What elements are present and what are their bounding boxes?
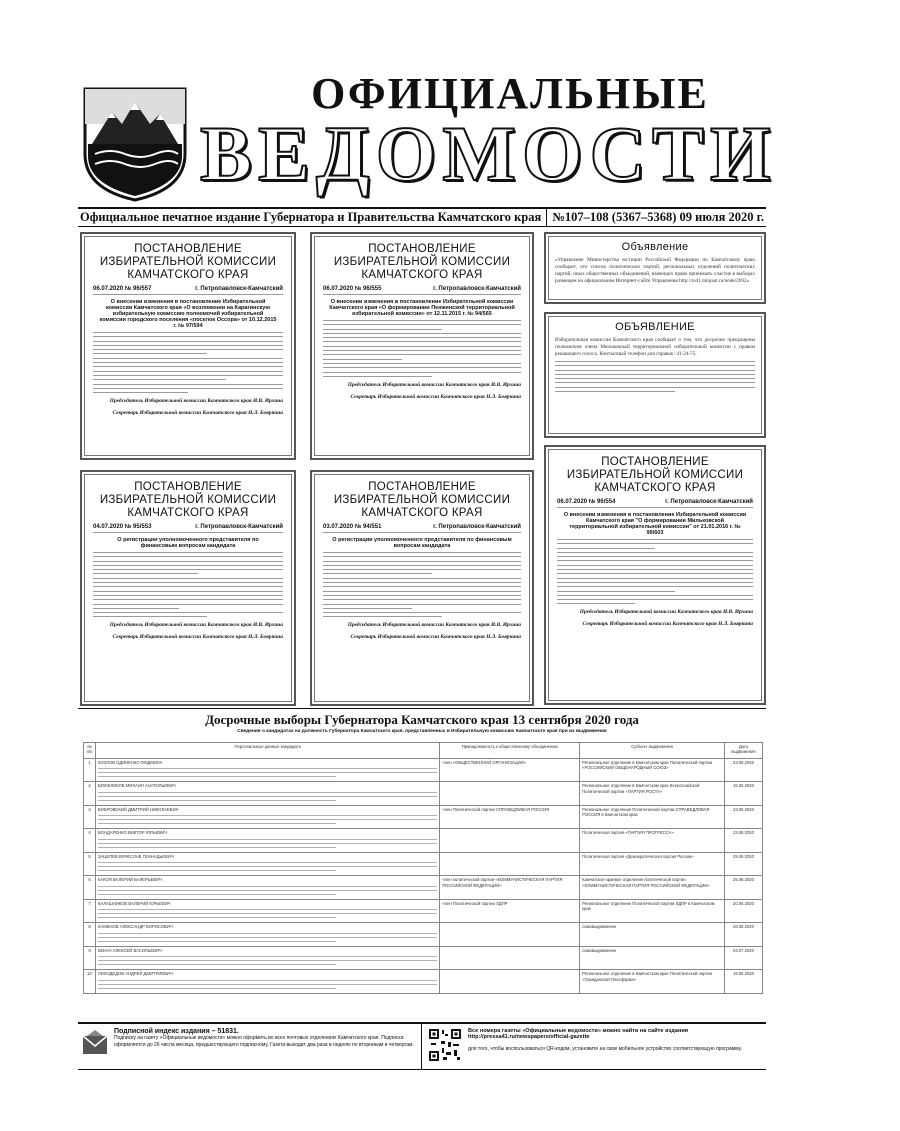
party-affiliation [440,805,580,828]
article-subject: О внесении изменения в постановление Избирательной комиссии Камчатского края «О возложении на Карагинскую избирательную комиссию полномочий избирательной комиссии городского поселения «поселок Оссора» от 10.12.2015 г. № 97/594 [99,298,277,329]
row-number [84,876,96,899]
article-body [557,539,753,604]
nominating-subject [580,946,725,969]
nominating-subject-text: самовыдвижение [582,924,617,930]
row-number-text: 4 [88,830,91,836]
table-row [84,946,763,969]
notice-title: ОБЪЯВЛЕНИЕ [615,321,695,333]
masthead-subtitle-bar [78,207,766,227]
candidate-data-text: КОЗЛОВ ОДИНЕНКО ЛЮДМИЛА [97,760,163,765]
candidate-data [95,970,439,993]
nomination-date-text: 26.06.2020 [733,924,754,930]
nominating-subject [580,852,725,875]
article-date: 06.07.2020 № 96/555 [323,285,382,292]
notice-election-commission [544,312,766,438]
table-row [84,899,763,922]
article-place: г. Петропавловск-Камчатский [195,285,283,292]
candidate-data-text: КАКОЯ ВАЛЕРИЙ ВАЛЕРЬЕВИЧ [97,877,163,883]
qr-hint-text: для того, чтобы воспользоваться QR-кодом, установите на свое мобильное устройство соответствующую программу. [468,1046,742,1052]
footer [78,1022,766,1070]
party-affiliation [440,759,580,782]
nomination-date [724,970,762,993]
nomination-date [724,782,762,805]
nominating-subject-text: Камчатское краевое отделение политической партии «КОММУНИСТИЧЕСКАЯ ПАРТИЯ РОССИЙСКОЙ ФЕДЕРАЦИИ» [582,877,710,888]
article-resolution-557 [80,232,296,460]
column-header: Субъект выдвижения [580,743,725,759]
nomination-date [724,876,762,899]
nominating-subject [580,782,725,805]
candidate-data [95,899,439,922]
row-number-text: 2 [88,783,91,789]
row-number [84,782,96,805]
article-place: г. Петропавловск-Камчатский [433,523,521,530]
article-title: ИЗБИРАТЕЛЬНОЙ КОМИССИИ [333,494,511,507]
article-title: КАМЧАТСКОГО КРАЯ [127,269,249,282]
table-row [84,852,763,875]
row-number-text: 8 [88,924,91,930]
nomination-date [724,923,762,946]
row-number-text: 5 [88,853,91,859]
party-affiliation [440,782,580,805]
nomination-date [724,852,762,875]
article-place: г. Петропавловск-Камчатский [665,498,753,505]
nomination-date [724,805,762,828]
nomination-date-text: 29.06.2020 [733,853,754,859]
nomination-date [724,829,762,852]
article-subject: О регистрации уполномоченного представителя по финансовым вопросам кандидата [332,536,512,549]
row-number-text: 7 [88,900,91,906]
article-date: 04.07.2020 № 95/553 [93,523,152,530]
article-signature-secretary: Секретарь Избирательной комиссии Камчатского края Н.Л. Бояркина [112,410,283,417]
notice-text: Избирательная комиссия Камчатского края сообщает о том, что досрочно прекращены полномочия члена Мильковской территориальной избирательной комиссии с правом решающего голоса. Контактный телефон для справок: 41-24-75. [555,336,755,357]
article-resolution-553 [80,470,296,706]
masthead-subtitle: Официальное печатное издание Губернатора и Правительства Камчатского края [80,210,542,224]
issue-number: №107–108 (5367–5368) 09 июля 2020 г. [552,210,764,224]
article-subject: О внесении изменения в постановление Избирательной комиссии Камчатского края "О формировании Мильковской территориальной избирательной комиссии" от 21.01.2016 г. № 99/603 [563,511,747,536]
article-resolution-554 [544,445,766,705]
article-signature-secretary: Секретарь Избирательной комиссии Камчатского края Н.Л. Бояркина [112,634,283,641]
article-title: ПОСТАНОВЛЕНИЕ [134,481,242,493]
row-number [84,805,96,828]
kamchatka-crest-icon [80,84,190,202]
row-number [84,899,96,922]
row-number [84,970,96,993]
nomination-date-text: 23.06.2020 [733,830,754,836]
article-title: ИЗБИРАТЕЛЬНОЙ КОМИССИИ [333,256,511,269]
party-affiliation [440,852,580,875]
article-resolution-551 [310,470,534,706]
website-url[interactable]: http://pressa41.ru/newspapers/official-gazette [468,1034,590,1040]
article-signature-secretary: Секретарь Избирательной комиссии Камчатского края Н.Л. Бояркина [350,634,521,641]
article-signature-chair: Председатель Избирательной комиссии Камчатского края И.В. Ирхина [579,609,753,616]
candidate-data [95,759,439,782]
divider [546,209,547,226]
article-title: ПОСТАНОВЛЕНИЕ [601,456,709,468]
website-title: Все номера газеты «Официальные ведомости» можно найти на сайте издания [468,1028,689,1034]
column-header: Принадлежность к общественному объединению [440,743,580,759]
article-subject: О внесении изменения в постановление Избирательной комиссии Камчатского края «О формировании Пенжинской территориальной избирательной комиссии» от 12.11.2015 г. № 94/565 [329,298,515,317]
candidate-data-text: БЛИЗНЮКОВ МИХАИЛ АНАТОЛЬЕВИЧ [97,783,176,789]
table-subtitle: Сведения о кандидатах на должность Губернатора Камчатского края, представленных в Избирательную комиссию Камчатского края при их выдвижении [237,729,607,734]
article-title: ИЗБИРАТЕЛЬНОЙ КОМИССИИ [99,494,277,507]
nominating-subject [580,759,725,782]
candidate-data [95,946,439,969]
article-body [93,552,283,617]
table-title: Досрочные выборы Губернатора Камчатского края 13 сентября 2020 года [205,712,639,727]
article-signature-chair: Председатель Избирательной комиссии Камчатского края И.В. Ирхина [109,398,283,405]
nominating-subject-text: самовыдвижение [582,947,617,953]
row-number-text: 9 [88,947,91,953]
column-header: № п/п [84,743,96,759]
divider [78,708,766,709]
candidate-data [95,923,439,946]
table-row [84,970,763,993]
row-number [84,946,96,969]
candidate-data-text: КАМЕНОВ АЛЕКСАНДР БОРИСОВИЧ [97,924,173,930]
candidate-data [95,805,439,828]
candidate-data [95,852,439,875]
row-number [84,759,96,782]
party-affiliation [440,829,580,852]
notice-text: «Управление Министерства юстиции Российской Федерации по Камчатскому краю сообщает, что список политических партий, региональных отделений политических партий, иных общественных объединений, имеющих право принимать участие в выборах размещен на официальном Интернет-сайте Управления http://to41.minjust.ru/node/2692» [555,256,755,284]
article-subject: О регистрации уполномоченного представителя по финансовым вопросам кандидата [117,536,259,549]
nomination-date [724,759,762,782]
envelope-icon [82,1028,108,1058]
article-signature-chair: Председатель Избирательной комиссии Камчатского края И.В. Ирхина [109,622,283,629]
party-affiliation-text: член «ОБЩЕСТВЕННОЙ ОРГАНИЗАЦИИ» [442,760,526,765]
party-affiliation-text: член Политической партии ЛДПР [442,900,508,906]
column-header: Персональные данные кандидата [95,743,439,759]
party-affiliation [440,899,580,922]
nominating-subject [580,876,725,899]
nominating-subject-text: Региональное отделение Политической партии ЛДПР в Камчатском крае [582,900,715,912]
table-row [84,829,763,852]
notice-ministry-justice [544,232,766,304]
masthead-line2: ВЕДОМОСТИ [200,110,777,197]
article-date: 06.07.2020 № 96/557 [93,285,152,292]
nominating-subject [580,829,725,852]
table-row [84,923,763,946]
candidate-data-text: БОБРОВСКИЙ ДМИТРИЙ НИКОЛАЕВИЧ [97,806,179,812]
table-row [84,782,763,805]
candidate-data-text: КАЛАШНИКОВ ВАЛЕРИЙ ЮРЬЕВИЧ [97,900,171,906]
candidate-data-text: ЗАЦЕПЕВ ВЯЧЕСЛАВ ГЕННАДЬЕВИЧ [97,853,174,859]
nominating-subject [580,923,725,946]
article-title: КАМЧАТСКОГО КРАЯ [361,507,483,520]
nominating-subject [580,805,725,828]
nomination-date-text: 23.06.2020 [733,806,754,812]
nominating-subject-text: Политическая партия «ПАРТИЯ ПРОГРЕССА» [582,830,674,836]
nominating-subject-text: Региональное отделение в Камчатском крае Всероссийской Политической партии «ПАРТИЯ РОСТА» [582,783,700,794]
row-number-text: 3 [88,806,91,812]
subscription-block [78,1024,422,1069]
nominating-subject-text: Региональное отделение Политической партии СПРАВЕДЛИВАЯ РОССИЯ в Камчатском крае [582,806,710,818]
nominating-subject [580,970,725,993]
table-header-row [84,743,763,759]
row-number-text: 6 [88,877,91,883]
article-title: ИЗБИРАТЕЛЬНОЙ КОМИССИИ [99,256,277,269]
nomination-date-text: 15.06.2020 [733,971,754,977]
nominating-subject [580,899,725,922]
article-title: КАМЧАТСКОГО КРАЯ [361,269,483,282]
article-body [93,332,283,393]
table-row [84,805,763,828]
article-title: КАМЧАТСКОГО КРАЯ [127,507,249,520]
article-title: ПОСТАНОВЛЕНИЕ [134,243,242,255]
nomination-date-text: 25.06.2020 [733,877,754,883]
website-block [422,1024,766,1069]
row-number [84,852,96,875]
candidates-table [83,742,763,994]
party-affiliation [440,923,580,946]
row-number [84,923,96,946]
subscription-text: Подписку на газету «Официальные ведомости» можно оформить во всех почтовых отделениях Камчатского края. Подписка оформляется до 26 числа месяца, предшествующего подписному. Газета выходит два раза в неделю по вторникам и четвергам. [114,1035,414,1048]
notice-body [555,361,755,392]
nomination-date [724,946,762,969]
nominating-subject-text: Региональное отделение в Камчатском крае Политической партии «РОССИЙСКИЙ ОБЩЕНАРОДНЫЙ СОЮЗ» [582,760,712,771]
table-row [84,759,763,782]
candidate-data [95,829,439,852]
nomination-date-text: 20.06.2020 [733,900,754,906]
article-place: г. Петропавловск-Камчатский [195,523,283,530]
article-resolution-555 [310,232,534,460]
article-date: 06.07.2020 № 96/554 [557,498,616,505]
nominating-subject-text: Региональное отделение в Камчатском крае Политической партии «Гражданская Платформа» [582,971,712,982]
article-title: ПОСТАНОВЛЕНИЕ [368,243,476,255]
candidate-data-text: БОНДАРЕНКО ВИКТОР ЮРЬЕВИЧ [97,830,168,836]
nomination-date-text: 15.06.2020 [733,783,754,789]
nomination-date-text: 23.06.2020 [733,760,754,765]
article-title: КАМЧАТСКОГО КРАЯ [594,482,716,495]
table-row [84,876,763,899]
article-signature-secretary: Секретарь Избирательной комиссии Камчатского края Н.Л. Бояркина [582,621,753,628]
article-date: 03.07.2020 № 94/551 [323,523,382,530]
article-body [323,552,521,617]
article-place: г. Петропавловск-Камчатский [433,285,521,292]
party-affiliation [440,970,580,993]
candidate-data-text: ЛИХОДЕДОВ АНДРЕЙ ДМИТРИЕВИЧ [97,971,173,977]
nomination-date [724,899,762,922]
candidate-data-text: КЕКАН АЛЕКСЕЙ ВАСИЛЬЕВИЧ [97,947,162,953]
article-title: ИЗБИРАТЕЛЬНОЙ КОМИССИИ [566,469,744,482]
article-title: ПОСТАНОВЛЕНИЕ [368,481,476,493]
article-signature-chair: Председатель Избирательной комиссии Камчатского края И.В. Ирхина [347,381,521,388]
party-affiliation-text: член Политической партии СПРАВЕДЛИВАЯ РОССИЯ [442,806,550,812]
article-signature-secretary: Секретарь Избирательной комиссии Камчатского края Н.Л. Бояркина [350,393,521,400]
article-signature-chair: Председатель Избирательной комиссии Камчатского края И.В. Ирхина [347,622,521,629]
row-number-text: 10 [87,971,92,977]
row-number [84,829,96,852]
party-affiliation [440,946,580,969]
row-number-text: 1 [88,760,91,765]
party-affiliation-text: член политической партии «КОММУНИСТИЧЕСКАЯ ПАРТИЯ РОССИЙСКОЙ ФЕДЕРАЦИИ» [442,877,563,888]
subscription-title: Подписной индекс издания – 51831. [114,1028,239,1035]
notice-title: Объявление [621,241,689,253]
nomination-date-text: 03.07.2020 [733,947,754,953]
nominating-subject-text: Политическая партия «Демократическая партия России» [582,853,694,859]
candidate-data [95,876,439,899]
column-header: Дата выдвижения [724,743,762,759]
article-body [323,320,521,377]
candidate-data [95,782,439,805]
qr-code-icon[interactable] [428,1028,462,1062]
party-affiliation [440,876,580,899]
masthead-line1: ОФИЦИАЛЬНЫЕ [311,69,709,118]
